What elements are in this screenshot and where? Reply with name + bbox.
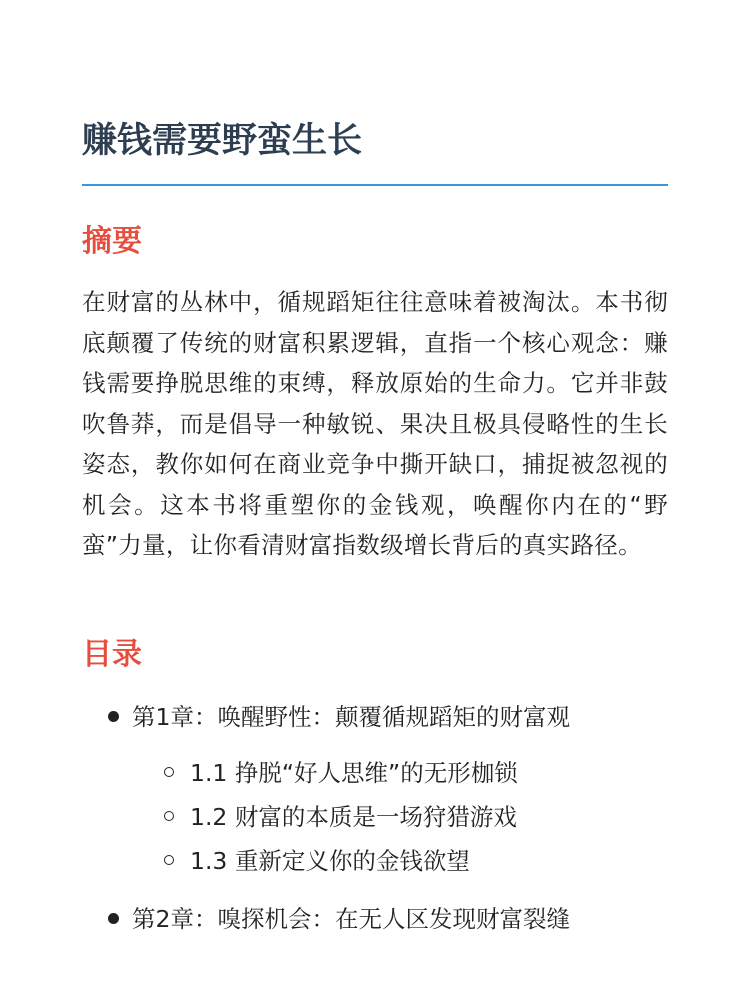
toc-chapter-label: 第1章：唤醒野性：颠覆循规蹈矩的财富观: [132, 703, 570, 731]
title-divider: [82, 184, 668, 186]
circle-bullet-icon: [164, 855, 174, 865]
toc-section-label: 1.1 挣脱“好人思维”的无形枷锁: [190, 759, 518, 787]
summary-heading: 摘要: [82, 224, 142, 259]
toc-chapter-label: 第2章：嗅探机会：在无人区发现财富裂缝: [132, 905, 570, 933]
disc-bullet-icon: [108, 913, 119, 924]
toc-section-label: 1.2 财富的本质是一场狩猎游戏: [190, 803, 517, 831]
disc-bullet-icon: [108, 711, 119, 722]
summary-paragraph: 在财富的丛林中，循规蹈矩往往意味着被淘汰。本书彻底颠覆了传统的财富积累逻辑，直指一个核心观念：赚钱需要挣脱思维的束缚，释放原始的生命力。它并非鼓吹鲁莽，而是倡导一种敏锐、果决且极具侵略性的生长姿态，教你如何在商业竞争中撕开缺口，捕捉被忽视的机会。这本书将重塑你的金钱观，唤醒你内在的“野蛮”力量，让你看清财富指数级增长背后的真实路径。: [82, 288, 668, 559]
toc-heading: 目录: [82, 637, 142, 672]
toc-section-label: 1.3 重新定义你的金钱欲望: [190, 847, 470, 875]
circle-bullet-icon: [164, 811, 174, 821]
document-title: 赚钱需要野蛮生长: [82, 121, 363, 161]
circle-bullet-icon: [164, 767, 174, 777]
